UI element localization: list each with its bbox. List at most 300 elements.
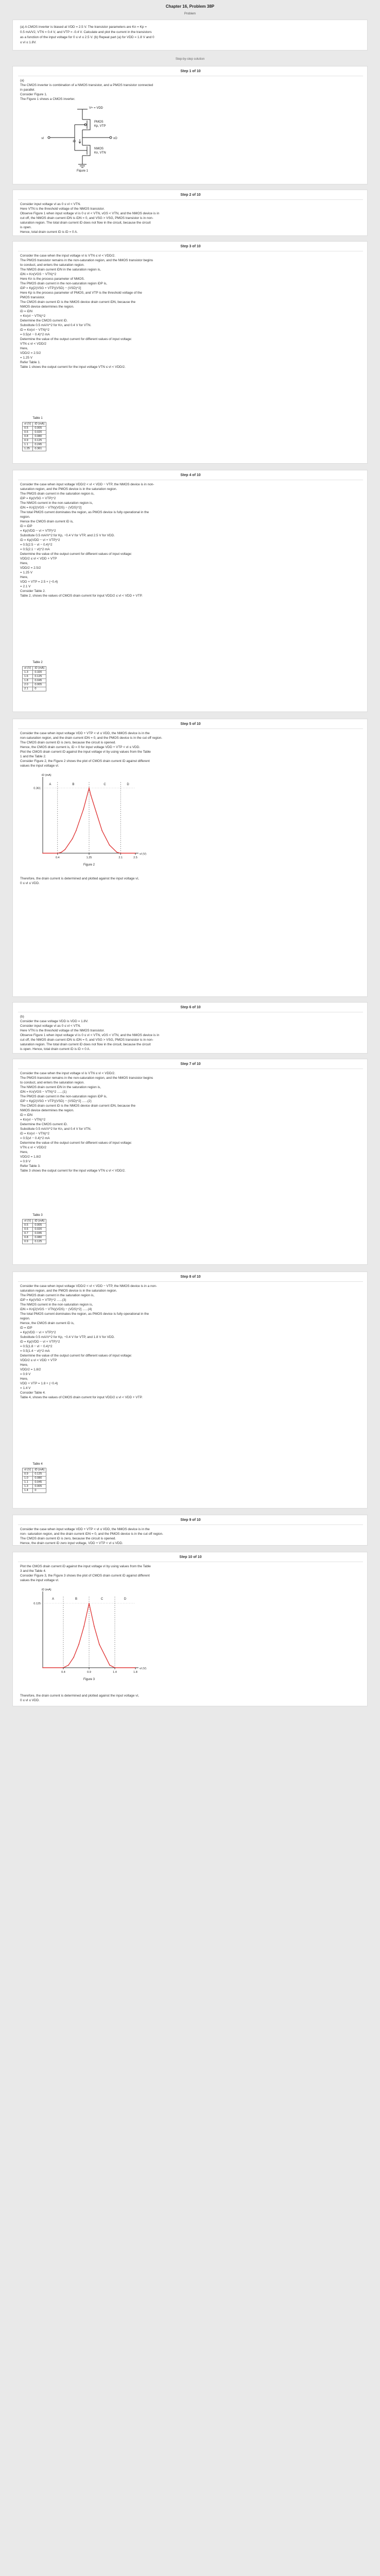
table-row	[23, 1224, 46, 1228]
y-axis-label: iD (mA)	[42, 1588, 51, 1591]
ground-icon	[78, 164, 87, 167]
step-line: VDD + VTP = 2.5 + (−0.4)	[20, 580, 58, 584]
step-line: Hence, the CMOS drain current is, iD = 0 for input voltage VDD + VTP < vI ≤ VDD.	[20, 745, 141, 749]
step-line: Here Kp is the process parameter of PMOS, and VTP is the threshold voltage of the	[20, 291, 142, 295]
table-caption: Table 3	[32, 1214, 43, 1217]
region-label: C	[103, 783, 106, 786]
step-label: Step 6 of 10	[180, 1006, 201, 1009]
step-line: (b)	[20, 1015, 24, 1019]
step-line: Hence, the drain current iD zero input voltage, VDD + VTP < vI ≤ VDD.	[20, 1541, 123, 1545]
vin-label: vI	[41, 137, 44, 140]
table-cell: 0.8	[23, 435, 33, 439]
step-line: The CMOS drain current iD is the NMOS device drain current iDN, because the	[20, 300, 136, 304]
x-tick-label: 0.4	[55, 856, 60, 859]
table-header: vI (V)	[23, 1468, 33, 1472]
step-line: = 0.5(1.8 − vI − 0.4)^2	[20, 1345, 53, 1348]
table-cell: 1.4	[23, 1489, 33, 1493]
table-header: iD (mA)	[33, 1468, 46, 1472]
step-label: Step 10 of 10	[179, 1555, 202, 1559]
data-point	[94, 1626, 95, 1627]
table-row	[23, 447, 46, 451]
step-line: cut off, the NMOS drain current iDN is iDN = 0, and VSG > VSG, PMOS transistor is in non-	[20, 216, 153, 220]
table-header: iD (mA)	[33, 422, 46, 427]
step-line: Here VTN is the threshold voltage of the NMOS transistor.	[20, 207, 105, 211]
table-cell: 0.005	[33, 683, 46, 687]
step-line: Table 3 shows the output current for the input voltage VTN ≤ vI < VDD/2.	[20, 1169, 126, 1173]
region-label: B	[75, 1598, 78, 1601]
step-divider	[18, 199, 363, 200]
x-tick-label: 1.8	[133, 1671, 137, 1674]
step-line: Substitute 0.5 mA/V^2 for Kn, and 0.4 V for VTN.	[20, 324, 92, 327]
table-caption: Table 4	[32, 1463, 43, 1466]
step-line: Consider input voltage vI as 0 ≤ vI < VTN.	[20, 202, 81, 206]
step-card	[12, 470, 368, 712]
step-line: = 0.5(1.4 − vI)^2 mA	[20, 1349, 50, 1353]
step-line: The CMOS drain current iD is zero, because the circuit is opened.	[20, 741, 116, 744]
step-line: Substitute 0.5 mA/V^2 for Kp, −0.4 V for VTP, and 2.5 V for VDD.	[20, 534, 115, 537]
step-line: iD = Kn(vI − VTN)^2	[20, 1132, 49, 1136]
step-line: values the input voltage vI.	[20, 1579, 59, 1582]
x-tick-label: 1.25	[86, 856, 92, 859]
step-line: iD = iDN	[20, 310, 32, 313]
table-header: vI (V)	[23, 667, 33, 671]
table-cell: 0.5	[23, 1224, 33, 1228]
data-point	[68, 1665, 69, 1666]
step-line: Determine the value of the output current for different values of input voltage:	[20, 337, 132, 341]
step-line: 1 and the Table 2.	[20, 755, 46, 758]
data-point	[64, 849, 65, 850]
table-cell: 0.125	[33, 1472, 46, 1477]
step-line: iDP = Kp(VSG + VTP)^2	[20, 497, 56, 500]
table-row	[23, 683, 46, 687]
table-cell: 1.0	[23, 1477, 33, 1481]
step-label: Step 7 of 10	[180, 1062, 201, 1066]
x-tick-label: 1.4	[113, 1671, 117, 1674]
table-cell: 0.005	[33, 427, 46, 431]
step-line: VDD/2 = 2.5/2	[20, 566, 41, 570]
data-table	[22, 1219, 46, 1244]
step-card	[12, 66, 368, 184]
step-line: VDD/2 = 1.8/2	[20, 1368, 41, 1371]
table-cell: 0.320	[33, 671, 46, 675]
table-cell: 0.8	[23, 1236, 33, 1240]
chart-title: Figure 2	[83, 863, 95, 867]
step-line: iD = Kn(vI − VTN)^2	[20, 328, 49, 332]
table-cell: 1.6	[23, 675, 33, 679]
step-line: The PMOS drain current in the saturation region is,	[20, 1294, 95, 1297]
step-label: Step 8 of 10	[180, 1275, 201, 1279]
step-divider	[18, 1524, 363, 1525]
problem-line: 0.5 mA/V2, VTN = 0.4 V, and VTP = -0.4 V. Calculate and plot the current in the transistors	[20, 30, 152, 34]
step-line: 0 ≤ vI ≤ VDD.	[20, 1699, 40, 1702]
data-point	[99, 1644, 100, 1645]
drain-current-chart	[28, 771, 147, 874]
table-cell: 0.5	[23, 427, 33, 431]
table-row	[23, 439, 46, 443]
table-row	[23, 443, 46, 447]
cmos-inverter-diagram	[33, 105, 136, 172]
table-cell: 1.1	[23, 443, 33, 447]
step-label: Step 2 of 10	[180, 193, 201, 197]
input-wire	[49, 125, 87, 150]
step-line: Therefore, the drain current is determined and plotted against the input voltage vI,	[20, 877, 139, 880]
table-header: vI (V)	[23, 422, 33, 427]
data-point	[83, 1626, 84, 1627]
table-cell: 0.005	[33, 1485, 46, 1489]
step-line: non- saturation region, and the drain current iDN = 0, and the PMOS device is in the cut off region.	[20, 1532, 163, 1536]
step-line: Plot the CMOS drain current iD against the input voltage vI by using values from the Table	[20, 1565, 151, 1568]
table-row	[23, 435, 46, 439]
table-cell: 0.9	[23, 439, 33, 443]
step-line: iDN = Kn[2(VGS − VTN)(VDS) − (VDS)^2]	[20, 506, 82, 510]
table-row	[23, 427, 46, 431]
step-line: VDD/2 = 1.8/2	[20, 1155, 41, 1159]
data-table	[22, 1468, 46, 1493]
table-cell: 1.8	[23, 679, 33, 683]
region-label: D	[124, 1598, 127, 1601]
step-line: region.	[20, 1317, 30, 1320]
table-cell: 1.25	[23, 447, 33, 451]
step-line: Consider the case when input voltage VDD/2 < vI < VDD − VTP, the NMOS device is in non-	[20, 483, 154, 486]
step-line: The PMOS transistor remains in the non-saturation region, and the NMOS transistor begins	[20, 259, 153, 262]
step-line: The NMOS drain current iDN in the saturation region is,	[20, 1086, 101, 1089]
step-line: Consider Figure 3, the Figure 3 shows the plot of CMOS drain current iD against different	[20, 1574, 150, 1578]
nmos-label: NMOS	[94, 147, 103, 150]
step-line: The PMOS drain current in the non-saturation region iDP is,	[20, 282, 107, 285]
step-line: to conduct, and enters the saturation region.	[20, 1081, 85, 1084]
x-axis-label: vI (V)	[140, 853, 147, 856]
step-line: Determine the value of the output current for different values of input voltage:	[20, 1354, 132, 1358]
current-curve	[43, 1603, 135, 1668]
data-point	[42, 853, 43, 854]
step-line: Here VTN is the threshold voltage of the NMOS transistor.	[20, 1029, 105, 1032]
chapter-title: Chapter 16, Problem 38P	[165, 4, 215, 9]
table-cell: 1.3	[23, 671, 33, 675]
step-line: Consider the case when the input voltage vI is VTN ≤ vI < VDD/2.	[20, 254, 115, 258]
data-point	[78, 1644, 79, 1645]
step-line: Consider Figure 1.	[20, 93, 47, 96]
table-cell: 0.361	[33, 447, 46, 451]
table-cell: 2.0	[23, 683, 33, 687]
step-line: = 0.9 V	[20, 1160, 31, 1163]
step-line: NMOS device determines the region.	[20, 1109, 74, 1112]
vout-label: vO	[113, 137, 117, 140]
problem-line: (a) A CMOS inverter is biased at VDD = 2.5 V. The transistor parameters are Kn = Kp =	[20, 25, 147, 29]
step-line: Consider Table 2.	[20, 589, 46, 593]
step-line: Refer Table 1.	[20, 361, 41, 364]
table-cell: 0.045	[33, 1232, 46, 1236]
table-cell: 0.125	[33, 439, 46, 443]
step-line: Therefore, the drain current is determined and plotted against the input voltage vI,	[20, 1694, 139, 1698]
step-card	[12, 1059, 368, 1265]
step-line: = Kp(VDD − vI + VTP)^2	[20, 1331, 56, 1334]
step-line: saturation region, and the PMOS device is in the saturation region.	[20, 1289, 117, 1293]
step-line: iD = Kp(VDD − vI + VTP)^2	[20, 1340, 60, 1344]
data-table	[22, 422, 46, 451]
step-line: 3 and the Table 4.	[20, 1569, 46, 1573]
table-row	[23, 1232, 46, 1236]
table-header: iD (mA)	[33, 667, 46, 671]
step-label: Step 1 of 10	[180, 70, 201, 73]
step-line: Consider the case when input voltage VDD/2 < vI < VDD − VTP, the NMOS device is in a non-	[20, 1284, 157, 1288]
table-cell: 0.7	[23, 1232, 33, 1236]
step-line: Observe Figure 1 when input voltage vI is 0 ≤ vI < VTN, vGS < VTN, and the NMOS device is in	[20, 212, 160, 215]
table-cell: 0.080	[33, 1236, 46, 1240]
step-line: Determine the value of the output current for different values of input voltage:	[20, 1141, 132, 1145]
table-cell: 1.1	[23, 1481, 33, 1485]
step-label: Step 3 of 10	[180, 245, 201, 248]
x-axis-label: vI (V)	[140, 1667, 147, 1670]
step-line: Here,	[20, 1363, 28, 1367]
data-point	[76, 830, 77, 831]
data-point	[101, 830, 102, 831]
step-line: iDN = Kn[2(VGS − VTN)(VDS) − (VDS)^2] ......(4)	[20, 1308, 92, 1311]
step-line: iDP = Kp(VSG + VTP)^2 ......(3)	[20, 1298, 66, 1302]
step-line: Consider Figure 2, the Figure 2 shows the plot of CMOS drain current iD against different	[20, 759, 150, 763]
step-line: Here Kn is the process parameter of NMOS.	[20, 277, 85, 281]
step-line: The total PMOS current dominates the region, as PMOS device is fully operational in the	[20, 511, 149, 514]
problem-line: as a function of the input voltage for 0 ≤ vI ≤ 2.5 V. (b) Repeat part (a) for VDD = 1.8 V and 0	[20, 36, 154, 39]
step-line: = Kn(vI − VTN)^2	[20, 314, 46, 318]
step-line: Table 1 shows the output current for the input voltage VTN ≤ vI < VDD/2.	[20, 365, 126, 369]
step-line: Hence the CMOS drain current iD is,	[20, 520, 74, 523]
data-point	[83, 808, 84, 809]
y-tick-label: 0.125	[33, 1602, 41, 1605]
step-line: iD = Kp(VDD − vI + VTP)^2	[20, 538, 60, 542]
step-line: values the input voltage vI.	[20, 764, 59, 768]
step-line: Table 2, shows the values of CMOS drain current for input VDD/2 ≤ vI < VDD + VTP.	[20, 594, 143, 598]
vdd-label: V+ = VDD	[89, 107, 103, 110]
step-line: PMOS transistor.	[20, 296, 45, 299]
current-curve	[43, 788, 135, 853]
table-row	[23, 687, 46, 691]
table-header: vI (V)	[23, 1219, 33, 1224]
data-point	[42, 1667, 43, 1668]
table-cell: 0.005	[33, 1224, 46, 1228]
table-row	[23, 1481, 46, 1485]
data-point	[116, 852, 117, 853]
table-cell: 0.9	[23, 1472, 33, 1477]
x-tick-label: 2.1	[118, 856, 123, 859]
step-card	[12, 719, 368, 997]
x-tick-label: 2.5	[133, 856, 137, 859]
step-line: Substitute 0.5 mA/V^2 for Kn, and 0.4 V for VTN.	[20, 1127, 92, 1131]
step-line: = Kp(VDD − vI + VTP)^2	[20, 529, 56, 533]
step-line: Here,	[20, 575, 28, 579]
step-line: in parallel.	[20, 88, 36, 92]
step-line: VDD + VTP = 1.8 + (−0.4)	[20, 1382, 58, 1385]
step-line: The CMOS inverter is combination of a NMOS transistor, and a PMOS transistor connected	[20, 83, 153, 87]
step-line: The PMOS drain current in the saturation region is,	[20, 492, 95, 496]
region-label: A	[49, 783, 51, 786]
current-arrow-icon	[79, 139, 81, 143]
table-cell: 0.125	[33, 675, 46, 679]
table-caption: Table 2	[32, 661, 43, 664]
table-cell: 0.045	[33, 679, 46, 683]
step-line: Consider input voltage vI as 0 ≤ vI < VTN.	[20, 1024, 81, 1028]
step-label: Step 4 of 10	[180, 473, 201, 477]
step-line: iD = iDP	[20, 1326, 32, 1330]
y-tick-label: 0.361	[33, 787, 41, 790]
region-label: A	[51, 1598, 55, 1601]
step-line: iDP = Kp[2(VSG + VTP)(VSD) − (VSD)^2] ......(2)	[20, 1099, 92, 1103]
table-row	[23, 431, 46, 435]
data-point	[72, 838, 73, 839]
pmos-param-label: Kp, VTP	[94, 125, 106, 128]
step-line: Here,	[20, 562, 28, 565]
step-line: iDN = Kn(VGS − VTN)^2	[20, 273, 57, 276]
table-row	[23, 1485, 46, 1489]
step-label: Step 9 of 10	[180, 1518, 201, 1522]
step-card	[12, 190, 368, 236]
step-card	[12, 1552, 368, 1706]
nmos-param-label: Kn, VTN	[94, 151, 106, 155]
step-line: Consider Table 4.	[20, 1391, 46, 1395]
step-line: VDD/2 ≤ vI < VDD + VTP	[20, 1359, 57, 1362]
step-line: saturation region. The total drain current iD does not flow in the circuit, because the circuit	[20, 221, 151, 225]
table-cell: 0.045	[33, 1481, 46, 1485]
step-line: Consider the case when the input voltage vI is VTN ≤ vI < VDD/2.	[20, 1072, 115, 1075]
table-cell: 0.080	[33, 435, 46, 439]
chart-title: Figure 3	[83, 1678, 95, 1681]
step-line: The PMOS drain current in the non-saturation region iDP is,	[20, 1095, 107, 1098]
table-row	[23, 671, 46, 675]
region-label: B	[72, 783, 75, 786]
table-cell: 1.3	[23, 1485, 33, 1489]
data-point	[91, 795, 92, 796]
table-row	[23, 1472, 46, 1477]
table-cell: 2.1	[23, 687, 33, 691]
table-row	[23, 675, 46, 679]
data-table	[22, 666, 46, 691]
data-point	[109, 1665, 110, 1666]
x-tick-label: 0.4	[61, 1671, 65, 1674]
x-tick-label: 0.9	[87, 1671, 91, 1674]
pmos-label: PMOS	[94, 121, 103, 124]
step-line: Here,	[20, 347, 28, 350]
step-line: iDN = Kn(VGS − VTN)^2 ......(1)	[20, 1090, 67, 1094]
table-cell: 0	[33, 687, 46, 691]
table-cell: 0.6	[23, 431, 33, 435]
step-line: non-saturation region, and the drain current iDN = 0, and the PMOS device is in the cut off region.	[20, 736, 163, 740]
problem-heading: Problem	[184, 12, 196, 15]
table-header: iD (mA)	[33, 1219, 46, 1224]
step-line: = 0.9 V	[20, 1372, 31, 1376]
table-row	[23, 1228, 46, 1232]
step-line: Determine the CMOS current iD.	[20, 1123, 68, 1126]
table-cell: 0.9	[23, 1240, 33, 1244]
table-row	[23, 1240, 46, 1244]
step-card	[12, 1002, 368, 1054]
step-line: is open. Hence, total drain current iD is iD = 0 A.	[20, 1047, 91, 1051]
problem-card	[12, 20, 368, 50]
step-line: = 0.5(2.5 − vI − 0.4)^2	[20, 543, 53, 547]
step-line: Substitute 0.5 mA/V^2 for Kp, −0.4 V for VTP, and 1.8 V for VDD.	[20, 1335, 115, 1339]
step-line: Consider the case when input voltage VDD + VTP < vI ≤ VDD, the NMOS device is in the	[20, 1528, 150, 1531]
step-line: Determine the CMOS current iD.	[20, 319, 68, 323]
data-point	[109, 844, 110, 845]
step-line: The NMOS drain current iDN in the saturation region is,	[20, 268, 101, 272]
step-line: VTN ≤ vI < VDD/2	[20, 1146, 46, 1149]
step-line: region.	[20, 515, 30, 519]
step-line: cut off, the NMOS drain current iDN is iDN = 0, and VSG > VSG, PMOS transistor is in non-	[20, 1038, 153, 1042]
step-line: = 1.4 V	[20, 1386, 31, 1390]
step-divider	[18, 1281, 363, 1282]
table-row	[23, 1489, 46, 1493]
step-card	[12, 1515, 368, 1546]
data-point	[73, 1657, 74, 1658]
step-line: Hence, total drain current iD is iD = 0 A.	[20, 230, 78, 234]
step-line: VDD/2 = 2.5/2	[20, 351, 41, 355]
table-cell: 0.125	[33, 1240, 46, 1244]
data-point	[61, 852, 62, 853]
table-row	[23, 679, 46, 683]
step-line: Hence, the CMOS drain current iD is,	[20, 1321, 75, 1325]
region-label: C	[100, 1598, 103, 1601]
table-caption: Table 1	[32, 417, 43, 420]
step-line: 0 ≤ vI ≤ VDD.	[20, 882, 40, 885]
step-line: Consider the case voltage VDD is VDD = 1.8V.	[20, 1020, 89, 1023]
step-line: The PMOS transistor remains in the non-saturation region, and the NMOS transistor begins	[20, 1076, 153, 1080]
step-line: iDP = Kp[2(VSG + VTP)(VSD) − (VSD)^2]	[20, 286, 81, 290]
step-line: = Kn(vI − VTN)^2	[20, 1118, 46, 1122]
step-line: = 1.25 V	[20, 356, 32, 360]
step-label: Step 5 of 10	[180, 722, 201, 726]
table-cell: 0.020	[33, 1228, 46, 1232]
region-label: D	[127, 783, 129, 786]
step-card	[12, 241, 368, 464]
step-divider	[18, 728, 363, 729]
step-line: (a)	[20, 79, 24, 82]
step-line: NMOS device determines the region.	[20, 305, 74, 309]
table-cell: 0	[33, 1489, 46, 1493]
step-line: saturation region. The total drain current iD does not flow in the circuit, because the circuit	[20, 1043, 151, 1046]
step-line: = 0.5(vI − 0.4)^2 mA	[20, 333, 50, 336]
drain-current-chart	[28, 1585, 147, 1688]
table-cell: 0.080	[33, 1477, 46, 1481]
step-line: Plot the CMOS drain current iD against the input voltage vI by using values from the Table	[20, 750, 151, 754]
step-by-step-label: Step-by-step solution	[175, 58, 205, 61]
step-line: Here,	[20, 1150, 28, 1154]
table-row	[23, 1477, 46, 1481]
step-line: Refer Table 3.	[20, 1164, 41, 1168]
step-line: VTN ≤ vI < VDD/2	[20, 342, 46, 346]
y-axis-label: iD (mA)	[42, 774, 51, 777]
step-line: VDD/2 ≤ vI < VDD + VTP	[20, 557, 57, 561]
step-line: The NMOS current in the non-saturation region is,	[20, 501, 93, 505]
step-line: = 0.5(vI − 0.4)^2 mA	[20, 1137, 50, 1140]
step-line: = 0.5(2.1 − vI)^2 mA	[20, 548, 50, 551]
id-label: iD	[73, 140, 76, 143]
step-line: Consider the case when input voltage VDD + VTP < vI ≤ VDD, the NMOS device is in the	[20, 732, 150, 735]
step-line: The NMOS current in the non-saturation region is,	[20, 1303, 93, 1307]
step-line: Table 4, shows the values of CMOS drain current for input VDD/2 ≤ vI < VDD + VTP.	[20, 1396, 143, 1399]
table-cell: 0.6	[23, 1228, 33, 1232]
step-card	[12, 1272, 368, 1509]
step-line: iD = iDP	[20, 524, 32, 528]
step-line: iD = iDN	[20, 1113, 32, 1117]
figure1-caption: Figure 1	[76, 170, 89, 172]
step-line: = 2.1 V	[20, 585, 31, 588]
step-line: is open.	[20, 226, 32, 229]
step-line: Here,	[20, 1377, 28, 1381]
table-row	[23, 1236, 46, 1240]
step-line: The total PMOS current dominates the region, as PMOS device is fully operational in the	[20, 1312, 149, 1316]
step-line: The Figure 1 shows a CMOS inverter.	[20, 97, 75, 101]
step-line: to conduct, and enters the saturation region.	[20, 263, 85, 267]
step-line: Determine the value of the output current for different values of input voltage:	[20, 552, 132, 556]
step-line: The CMOS drain current iD is the NMOS device drain current iDN, because the	[20, 1104, 136, 1108]
